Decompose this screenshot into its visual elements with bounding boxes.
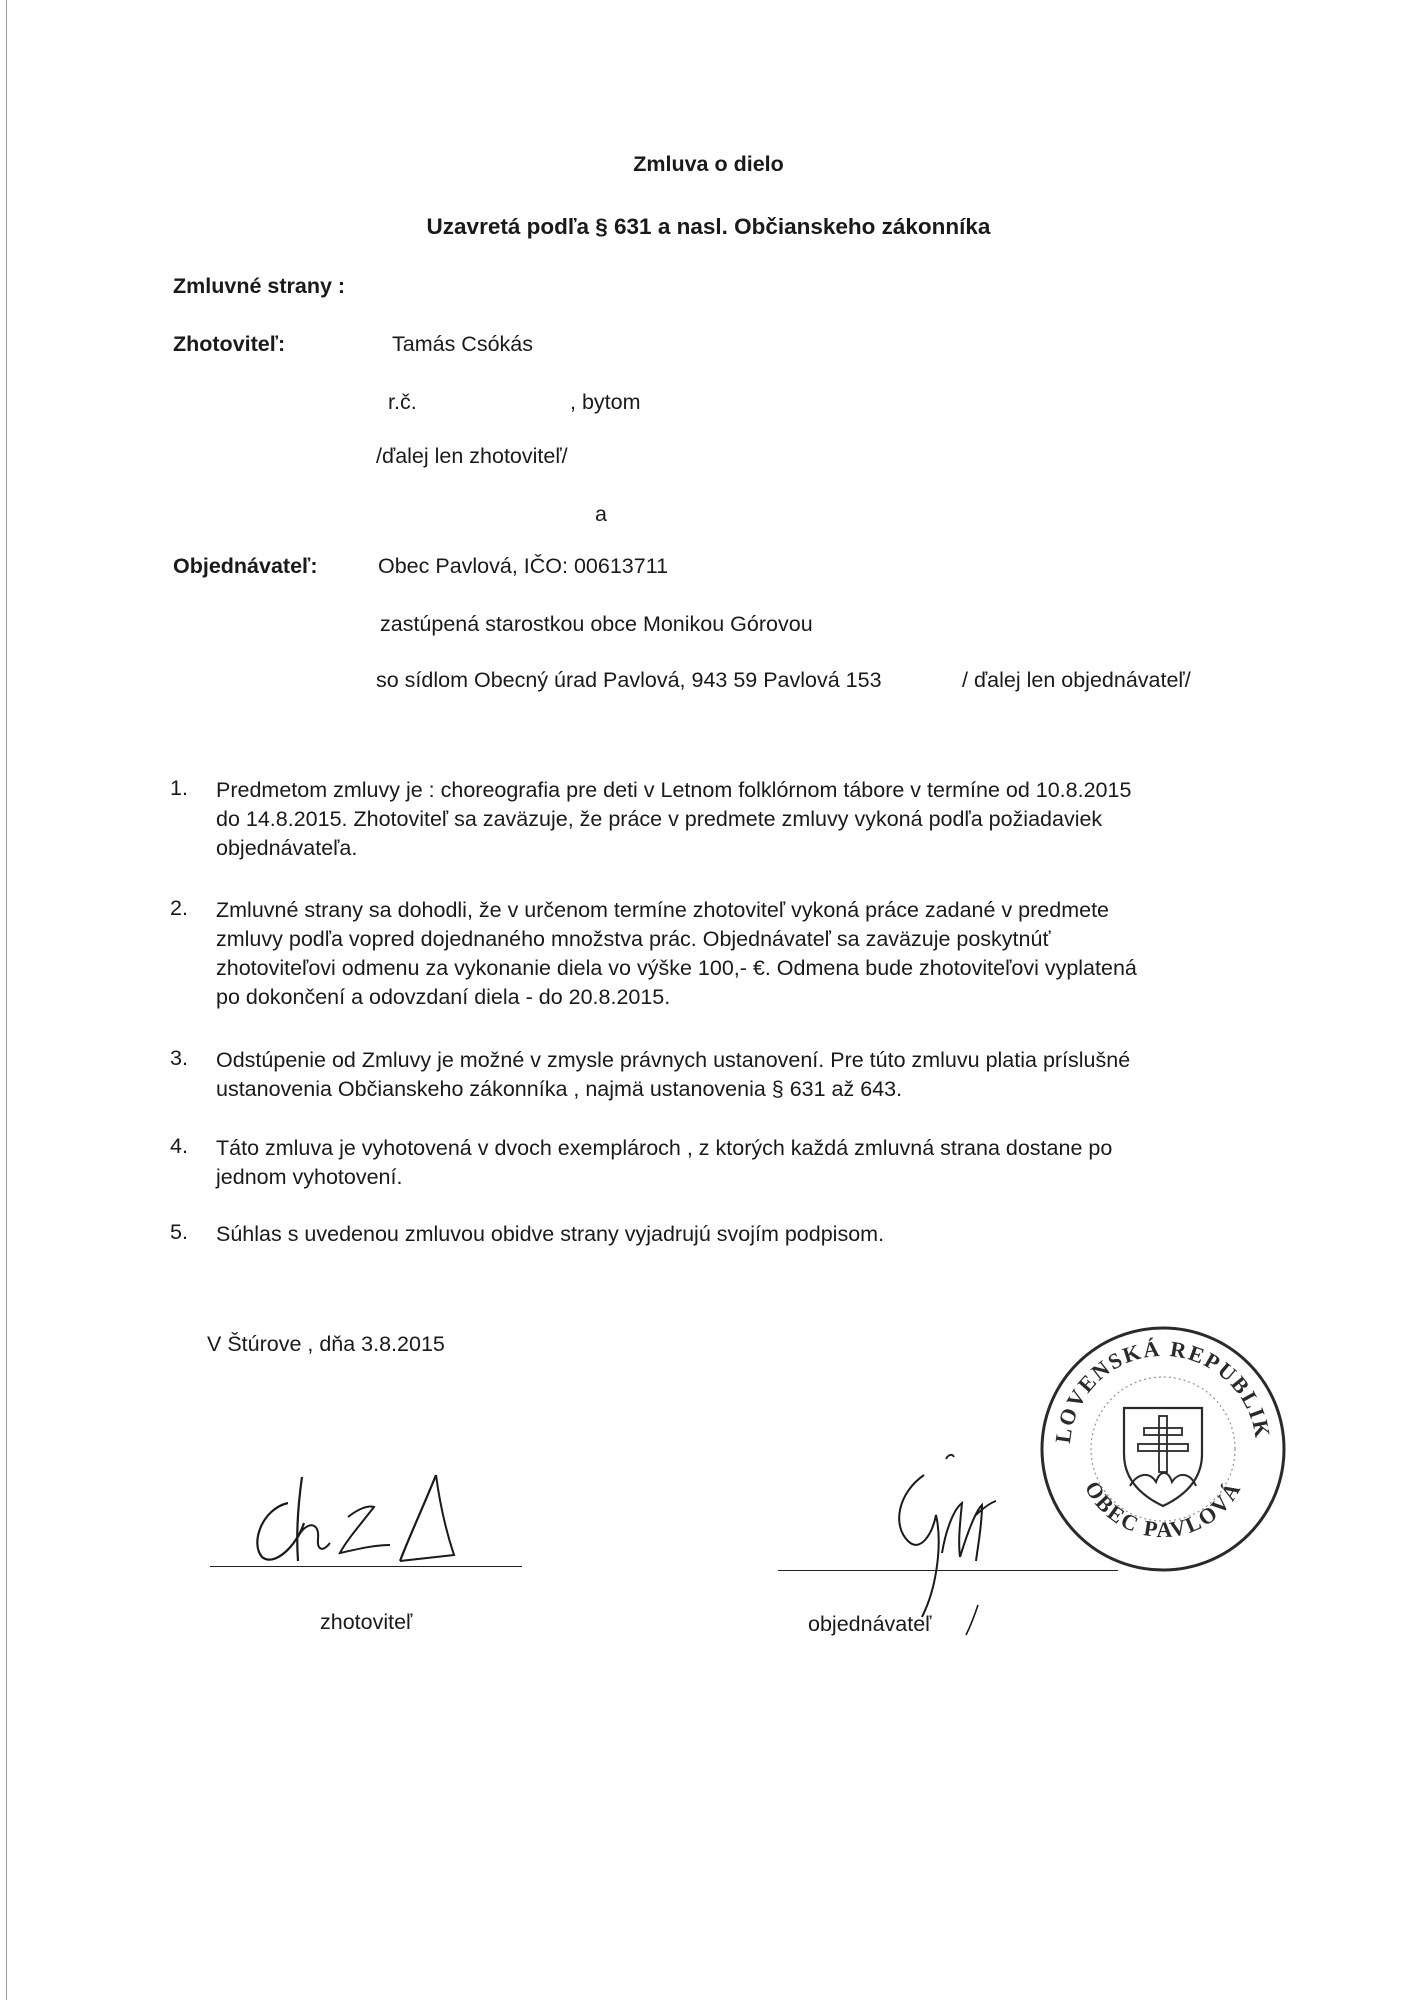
parties-heading: Zmluvné strany : <box>173 274 346 298</box>
client-signature <box>850 1445 1020 1635</box>
client-alias: / ďalej len objednávateľ/ <box>962 668 1191 692</box>
clause-number: 3. <box>170 1046 188 1070</box>
clause-line: objednávateľa. <box>216 836 358 860</box>
contractor-rc-label: r.č. <box>388 390 417 414</box>
contractor-signature <box>240 1465 500 1575</box>
clause-line: po dokončení a odovzdaní diela - do 20.8.2015. <box>216 985 671 1009</box>
client-name: Obec Pavlová, IČO: 00613711 <box>378 554 669 578</box>
contractor-signature-label: zhotoviteľ <box>320 1610 413 1634</box>
clause-number: 2. <box>170 896 188 920</box>
clause-line: jednom vyhotovení. <box>216 1165 403 1189</box>
contractor-residence-label: , bytom <box>570 390 641 414</box>
clause-number: 4. <box>170 1134 188 1158</box>
clause-line: Predmetom zmluvy je : choreografia pre deti v Letnom folklórnom tábore v termíne od 10.8.2015 <box>216 778 1132 802</box>
client-label: Objednávateľ: <box>173 554 318 578</box>
clause-line: zmluvy podľa vopred dojednaného množstva prác. Objednávateľ sa zaväzuje poskytnúť <box>216 927 1051 951</box>
contractor-alias: /ďalej len zhotoviteľ/ <box>376 444 568 468</box>
client-signature-label: objednávateľ <box>808 1612 932 1636</box>
place-date: V Štúrove , dňa 3.8.2015 <box>207 1332 445 1356</box>
contractor-label: Zhotoviteľ: <box>173 332 286 356</box>
official-stamp <box>1029 1304 1288 1574</box>
clause-line: ustanovenia Občianskeho zákonníka , najmä ustanovenia § 631 až 643. <box>216 1077 903 1101</box>
clause-line: Táto zmluva je vyhotovená v dvoch exemplároch , z ktorých každá zmluvná strana dostane po <box>216 1136 1113 1160</box>
client-seat: so sídlom Obecný úrad Pavlová, 943 59 Pavlová 153 <box>376 668 882 692</box>
conjunction: a <box>595 502 607 526</box>
document-title: Zmluva o dielo <box>633 152 784 176</box>
clause-number: 5. <box>170 1220 188 1244</box>
clause-number: 1. <box>170 776 188 800</box>
contractor-name: Tamás Csókás <box>392 332 533 356</box>
clause-line: Zmluvné strany sa dohodli, že v určenom termíne zhotoviteľ vykoná práce zadané v predmete <box>216 898 1109 922</box>
client-representative: zastúpená starostkou obce Monikou Górovou <box>380 612 813 636</box>
clause-line: do 14.8.2015. Zhotoviteľ sa zaväzuje, že práce v predmete zmluvy vykoná podľa požiadaviek <box>216 807 1103 831</box>
clause-line: zhotoviteľovi odmenu za vykonanie diela vo výške 100,- €. Odmena bude zhotoviteľovi vyplatená <box>216 956 1137 980</box>
contractor-signature-line <box>210 1566 522 1567</box>
clause-line: Súhlas s uvedenou zmluvou obidve strany vyjadrujú svojím podpisom. <box>216 1222 885 1246</box>
svg-text:OBEC PAVLOVÁ: OBEC PAVLOVÁ <box>1080 1476 1246 1543</box>
svg-text:SLOVENSKÁ REPUBLIKA: SLOVENSKÁ REPUBLIKA <box>1029 1304 1276 1445</box>
clause-line: Odstúpenie od Zmluvy je možné v zmysle právnych ustanovení. Pre túto zmluvu platia príslušné <box>216 1048 1131 1072</box>
scan-edge <box>6 0 7 2000</box>
document-subtitle: Uzavretá podľa § 631 a nasl. Občianskeho zákonníka <box>426 214 991 239</box>
